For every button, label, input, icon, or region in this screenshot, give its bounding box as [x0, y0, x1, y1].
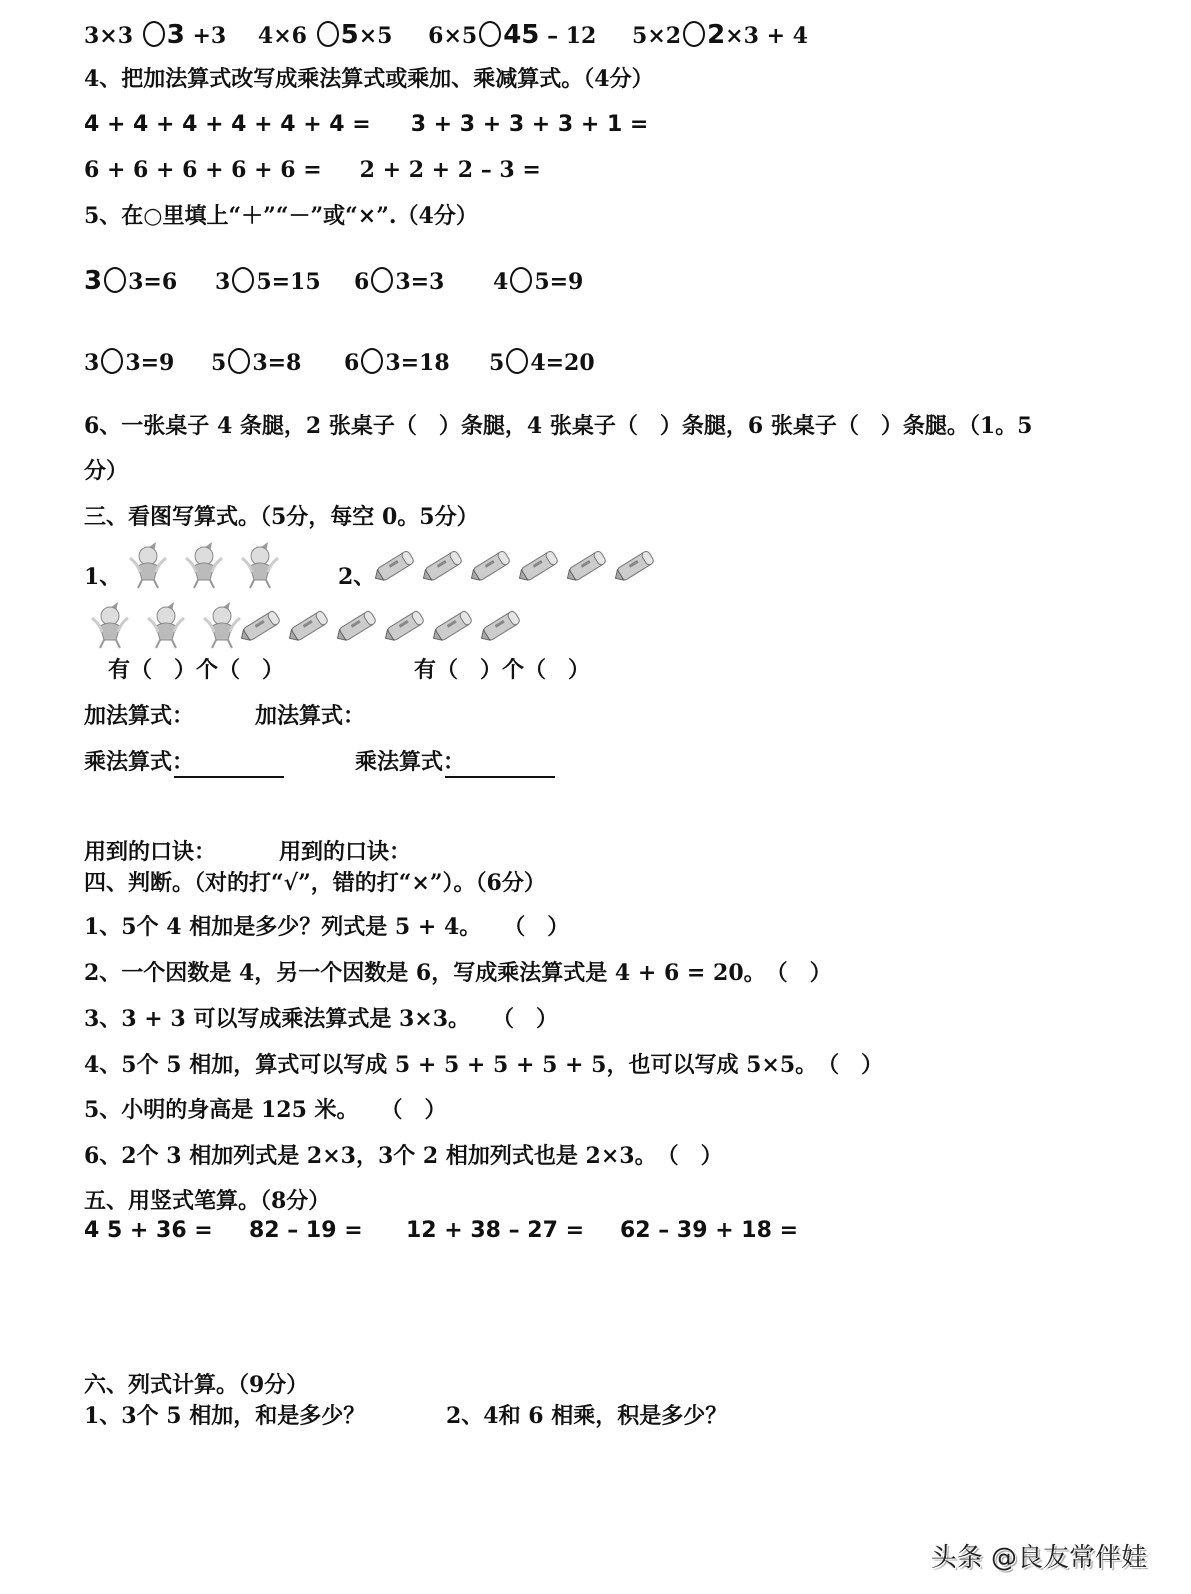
judge-item: 5、小明的身高是 125 米。 （ ）	[84, 1097, 447, 1123]
word-problem: 1、3个 5 相加，和是多少？	[84, 1403, 366, 1429]
q4-row1	[84, 110, 648, 140]
expression: 4 + 4 + 4 + 4 + 4 + 4 =	[84, 112, 371, 137]
fairy-icon	[238, 538, 282, 590]
marker-pen-icon	[428, 606, 478, 646]
expression: 2 + 2 + 2 – 3 =	[359, 157, 541, 183]
compare-item: 6×5 45 – 12	[428, 20, 597, 50]
fill-item: 6 3=3	[354, 269, 445, 295]
rhyme-label-2: 用到的口诀：	[279, 840, 412, 865]
fill-item: 3 3=9	[84, 350, 175, 376]
section4-title: 四、判断。（对的打“√”，错的打“×”）。（6分）	[84, 870, 546, 896]
fairy-row-2	[88, 598, 256, 650]
have-count-1: 有（ ）个（ ）	[108, 658, 285, 683]
calc-problem: 12 + 38 – 27 =	[406, 1218, 585, 1243]
pen-row-1	[370, 546, 658, 586]
marker-pen-icon	[236, 606, 286, 646]
mul-field-1: 乘法算式：	[84, 748, 284, 778]
word-problem: 2、4和 6 相乘，积是多少？	[446, 1403, 728, 1429]
answer-circle[interactable]	[317, 21, 339, 47]
q5-row2	[84, 348, 595, 378]
expression: 6 + 6 + 6 + 6 + 6 =	[84, 157, 322, 183]
answer-circle[interactable]	[371, 267, 393, 293]
marker-pen-icon	[284, 606, 334, 646]
marker-pen-icon	[610, 546, 660, 586]
section3-title: 三、看图写算式。（5分，每空 0。5分）	[84, 504, 479, 530]
q5-row1	[84, 266, 583, 297]
judge-item: 4、5个 5 相加，算式可以写成 5 + 5 + 5 + 5 + 5，也可以写成 5×5。 （ ）	[84, 1052, 884, 1078]
marker-pen-icon	[370, 546, 420, 586]
q4-row2	[84, 155, 541, 185]
answer-blank[interactable]	[174, 752, 284, 778]
fairy-icon	[144, 598, 188, 650]
compare-item: 5×2 2×3 + 4	[632, 20, 808, 50]
calc-problem: 82 – 19 =	[249, 1218, 363, 1243]
q6-line1: 6、一张桌子 4 条腿，2 张桌子（ ）条腿，4 张桌子（ ）条腿，6 张桌子（ ）条腿。（1。5	[84, 413, 1033, 439]
q4-title: 4、把加法算式改写成乘法算式或乘加、乘减算式。（4分）	[84, 66, 654, 92]
calc-problem: 62 – 39 + 18 =	[620, 1218, 799, 1243]
compare-row	[84, 20, 808, 51]
section5-title: 五、用竖式笔算。（8分）	[84, 1188, 331, 1214]
add-label-1: 加法算式：	[84, 704, 195, 729]
fill-item: 3 3=6	[84, 266, 178, 296]
answer-circle[interactable]	[479, 21, 501, 47]
judge-item: 3、3 + 3 可以写成乘法算式是 3×3。 （ ）	[84, 1006, 559, 1032]
fill-item: 5 4=20	[489, 350, 595, 376]
answer-circle[interactable]	[510, 267, 532, 293]
section6-title: 六、列式计算。（9分）	[84, 1372, 309, 1398]
marker-pen-icon	[466, 546, 516, 586]
pen-row-2	[236, 606, 524, 646]
answer-circle[interactable]	[143, 21, 165, 47]
item1-label: 1、	[84, 564, 122, 590]
answer-circle[interactable]	[683, 21, 705, 47]
fill-item: 5 3=8	[211, 350, 302, 376]
answer-circle[interactable]	[104, 267, 126, 293]
judge-item: 2、一个因数是 4，另一个因数是 6，写成乘法算式是 4 + 6 = 20。 （ ）	[84, 960, 832, 986]
marker-pen-icon	[476, 606, 526, 646]
fairy-row-1	[126, 538, 294, 590]
answer-circle[interactable]	[361, 348, 383, 374]
watermark: 头条 @良友常伴娃	[930, 1543, 1147, 1573]
answer-blank[interactable]	[445, 752, 555, 778]
answer-circle[interactable]	[232, 267, 254, 293]
fill-item: 6 3=18	[344, 350, 450, 376]
fill-item: 4 5=9	[493, 269, 584, 295]
add-label-2: 加法算式：	[255, 704, 366, 729]
q6-line2: 分）	[84, 458, 129, 484]
mul-field-2: 乘法算式：	[355, 748, 555, 778]
fill-item: 3 5=15	[215, 269, 321, 295]
answer-circle[interactable]	[506, 348, 528, 374]
rhyme-label-1: 用到的口诀：	[84, 840, 217, 865]
fairy-icon	[182, 538, 226, 590]
calc-problem: 4 5 + 36 =	[84, 1218, 213, 1243]
fairy-icon	[88, 598, 132, 650]
answer-circle[interactable]	[228, 348, 250, 374]
marker-pen-icon	[514, 546, 564, 586]
have-count-2: 有（ ）个（ ）	[414, 658, 591, 683]
fairy-icon	[126, 538, 170, 590]
compare-item: 4×6 5×5	[257, 20, 393, 50]
vertical-calc-row	[84, 1216, 798, 1246]
judge-item: 1、5个 4 相加是多少？列式是 5 + 4。 （ ）	[84, 914, 570, 940]
item2-label: 2、	[338, 564, 376, 590]
compare-item: 3×3 3 +3	[84, 20, 227, 50]
marker-pen-icon	[380, 606, 430, 646]
marker-pen-icon	[418, 546, 468, 586]
judge-item: 6、2个 3 相加列式是 2×3，3个 2 相加列式也是 2×3。 （ ）	[84, 1143, 723, 1169]
marker-pen-icon	[332, 606, 382, 646]
marker-pen-icon	[562, 546, 612, 586]
q5-title: 5、在○里填上“＋”“－”或“×”.（4分）	[84, 203, 478, 229]
answer-circle[interactable]	[101, 348, 123, 374]
expression: 3 + 3 + 3 + 3 + 1 =	[410, 112, 649, 137]
